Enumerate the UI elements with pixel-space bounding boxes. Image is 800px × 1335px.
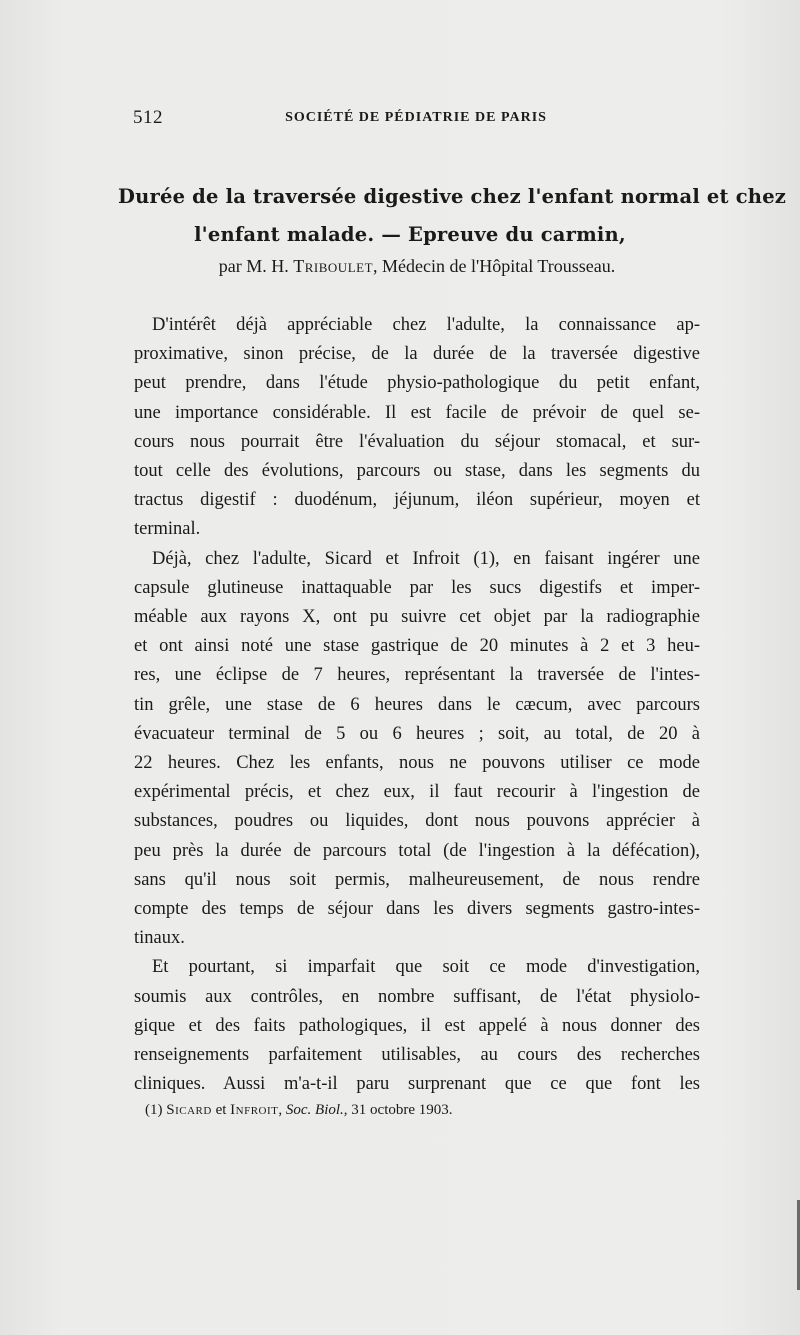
footnote-marker: (1): [145, 1102, 163, 1118]
body-line: expérimental précis, et chez eux, il faut recourir à l'ingestion de: [134, 782, 700, 803]
footnote: (1) Sicard et Infroit, Soc. Biol., 31 octobre 1903.: [145, 1102, 453, 1118]
body-line: res, une éclipse de 7 heures, représentant la traversée de l'intes-: [134, 665, 700, 686]
body-line: soumis aux contrôles, en nombre suffisant, de l'état physiolo-: [134, 986, 700, 1007]
body-line: proximative, sinon précise, de la durée de la traversée digestive: [134, 344, 700, 365]
body-line: peu près la durée de parcours total (de l'ingestion à la défécation),: [134, 840, 700, 861]
body-line: 22 heures. Chez les enfants, nous ne pouvons utiliser ce mode: [134, 753, 700, 774]
article-title: [118, 178, 787, 254]
byline-suffix: , Médecin de l'Hôpital Trousseau.: [373, 256, 616, 276]
body-line: évacuateur terminal de 5 ou 6 heures ; soit, au total, de 20 à: [134, 723, 700, 744]
body-line: substances, poudres ou liquides, dont nous pouvons apprécier à: [134, 811, 700, 832]
title-line-2: l'enfant malade. — Epreuve du carmin,: [194, 223, 626, 246]
footnote-journal: Soc. Biol.: [285, 1102, 344, 1118]
body-line: gique et des faits pathologiques, il est appelé à nous donner des: [134, 1015, 700, 1036]
body-line: tin grêle, une stase de 6 heures dans le cæcum, avec parcours: [134, 694, 700, 715]
body-line: peut prendre, dans l'étude physio-pathologique du petit enfant,: [134, 373, 700, 394]
body-line: et ont ainsi noté une stase gastrique de 20 minutes à 2 et 3 heu-: [134, 636, 700, 657]
body-line: une importance considérable. Il est facile de prévoir de quel se-: [134, 402, 700, 423]
body-line: D'intérêt déjà appréciable chez l'adulte, la connaissance ap-: [152, 315, 700, 335]
footnote-author-b: Infroit: [230, 1102, 279, 1118]
running-head: SOCIÉTÉ DE PÉDIATRIE DE PARIS: [285, 110, 547, 125]
byline-author: Triboulet: [293, 256, 374, 276]
body-line: sans qu'il nous soit permis, malheureusement, de nous rendre: [134, 869, 700, 890]
byline: [134, 256, 700, 277]
body-line: tinaux.: [134, 928, 185, 949]
body-line: tractus digestif : duodénum, jéjunum, iléon supérieur, moyen et: [134, 490, 700, 511]
footnote-conjunction: et: [215, 1102, 227, 1118]
page-number: 512: [133, 107, 163, 128]
body-line: terminal.: [134, 519, 201, 540]
byline-prefix: par M. H.: [218, 256, 289, 276]
body-line: capsule glutineuse inattaquable par les sucs digestifs et imper-: [134, 577, 700, 598]
footnote-author-a: Sicard: [166, 1102, 212, 1118]
body-line: cours nous pourrait être l'évaluation du séjour stomacal, et sur-: [134, 431, 700, 452]
body-line: renseignements parfaitement utilisables, au cours des recherches: [134, 1045, 700, 1066]
body-line: méable aux rayons X, ont pu suivre cet objet par la radiographie: [134, 607, 700, 628]
body-line: cliniques. Aussi m'a-t-il paru surprenant que ce que font les: [134, 1074, 700, 1095]
body-line: tout celle des évolutions, parcours ou stase, dans les segments du: [134, 461, 700, 482]
body-line: Déjà, chez l'adulte, Sicard et Infroit (1), en faisant ingérer une: [152, 548, 700, 569]
page-header: [133, 107, 699, 133]
body-line: compte des temps de séjour dans les divers segments gastro-intes-: [134, 899, 700, 920]
body-line: Et pourtant, si imparfait que soit ce mode d'investigation,: [152, 957, 700, 978]
body-text: [134, 311, 700, 1099]
title-line-1: Durée de la traversée digestive chez l'enfant normal et chez: [118, 185, 787, 208]
footnote-date: , 31 octobre 1903.: [343, 1102, 453, 1118]
